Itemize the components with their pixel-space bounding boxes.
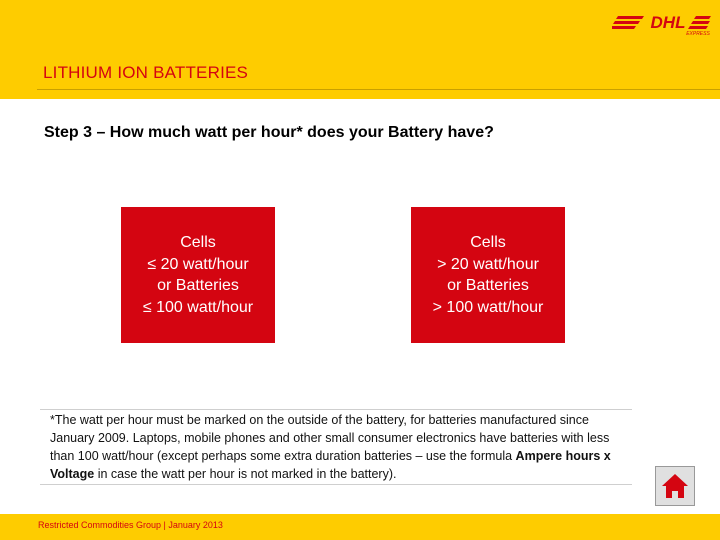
home-icon	[660, 471, 690, 501]
option-high-watt-box[interactable]	[411, 207, 565, 343]
step-question: Step 3 – How much watt per hour* does your Battery have?	[44, 124, 494, 141]
option-low-watt-label: Cells ≤ 20 watt/hour or Batteries ≤ 100 watt/hour	[142, 234, 254, 316]
option-high-watt-label: Cells > 20 watt/hour or Batteries > 100 watt/hour	[432, 234, 544, 316]
logo-wordmark: DHL	[650, 13, 686, 32]
option-low-watt-box[interactable]	[121, 207, 275, 343]
header-divider	[37, 89, 720, 90]
footnote-box	[40, 409, 632, 485]
page-title: LITHIUM ION BATTERIES	[43, 63, 249, 82]
footnote-part1: *The watt per hour must be marked on the outside of the battery, for batteries manufactured since January 2009. Laptops, mobile phones and other small consumer electronics have batteries with less than 100 watt/hour (except perhaps some extra duration batteries – use the formula	[50, 413, 610, 463]
footer-text: Restricted Commodities Group | January 2013	[38, 520, 223, 530]
home-button[interactable]	[655, 466, 695, 506]
footnote-part2: in case the watt per hour is not marked in the battery).	[94, 467, 397, 481]
dhl-logo	[612, 8, 712, 36]
logo-subtext: EXPRESS	[686, 31, 710, 36]
footnote-formula: Ampere hours x Voltage	[50, 449, 611, 481]
footnote-text	[40, 410, 632, 483]
